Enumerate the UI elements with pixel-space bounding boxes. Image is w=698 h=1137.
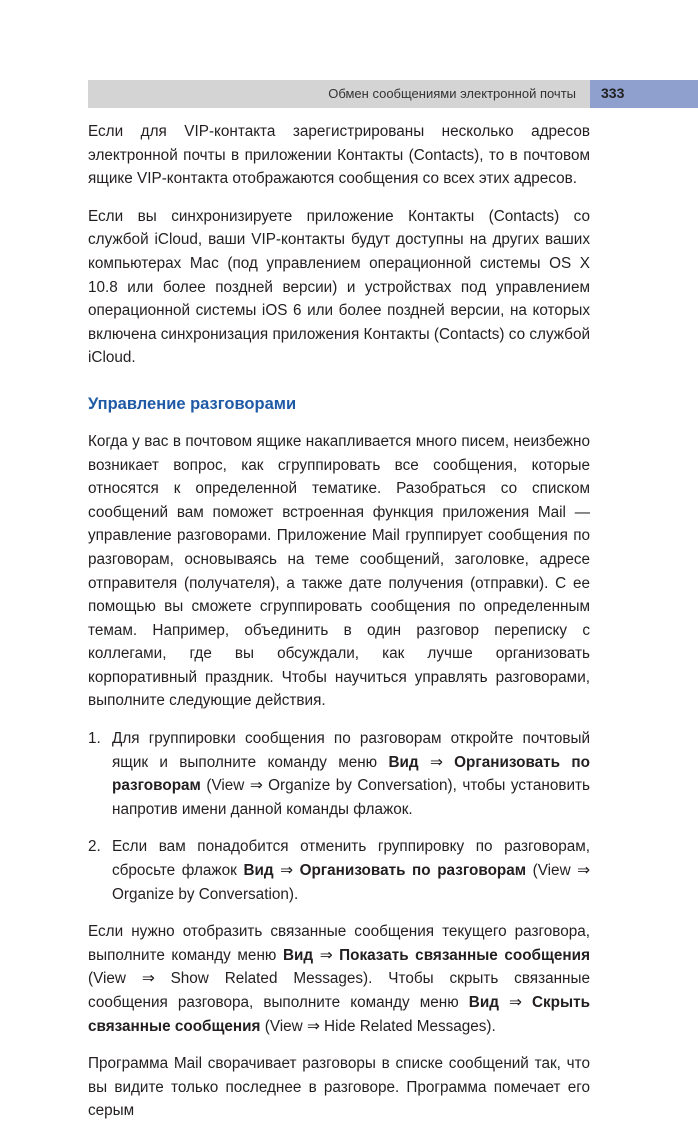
numbered-list-item — [88, 835, 590, 906]
text-run: Когда у вас в почтовом ящике накапливается много писем, неизбежно возникает вопрос, как сгруппировать все сообщения, которые относятся к определенной тематике. Разобраться со списком сообщений вам поможет встроенная функция приложения Mail — управление разговорами. Приложение Mail группирует сообщения по разговорам, основываясь на теме сообщений, заголовке, адресе отправителя (получателя), а также дате получения (отправки). С ее помощью вы сможете сгруппировать сообщения по определенным темам. Например, объединить в один разговор переписку с коллегами, где вы обсуждали, как лучше организовать корпоративный праздник. Чтобы научиться управлять разговорами, выполните следующие действия. — [88, 432, 590, 710]
paragraph — [88, 1052, 590, 1123]
text-run: Управление разговорами — [88, 394, 297, 413]
running-title: Обмен сообщениями электронной почты — [328, 86, 576, 101]
page-number-box — [590, 80, 698, 108]
bold-menu-term: Вид — [243, 862, 274, 880]
list-item-text — [112, 727, 590, 821]
bold-menu-term: Вид — [468, 994, 499, 1011]
running-header — [88, 80, 590, 108]
bold-menu-term: Скрыть связанные сообщения — [88, 994, 590, 1035]
list-number: 2. — [88, 838, 101, 856]
paragraph — [88, 120, 590, 191]
bold-menu-term: Показать связанные сообщения — [339, 946, 590, 964]
text-run: (View ⇒ Organize by Conversation), чтобы установить напротив имени данной команды флажок. — [112, 777, 590, 818]
text-run: ⇒ — [273, 862, 300, 880]
bold-menu-term: Организовать по разговорам — [112, 753, 590, 795]
page-number: 333 — [601, 85, 625, 101]
text-run: (View ⇒ Show Related Messages). Чтобы скрыть связанные сообщения разговора, выполните команду меню — [88, 970, 590, 1011]
text-run: ⇒ — [313, 946, 340, 964]
paragraph — [88, 430, 590, 713]
text-run: Если нужно отобразить связанные сообщения текущего разговора, выполните команду меню — [88, 923, 590, 964]
text-run: Если вам понадобится отменить группировку по разговорам, сбросьте флажок — [112, 838, 590, 880]
text-run: Программа Mail сворачивает разговоры в списке сообщений так, что вы видите только последнее в разговоре. Программа помечает его серым — [88, 1055, 590, 1120]
list-number: 1. — [88, 730, 101, 748]
numbered-list-item — [88, 727, 590, 821]
section-heading — [88, 392, 590, 416]
bold-menu-term: Вид — [282, 946, 314, 964]
text-run: ⇒ — [418, 753, 455, 771]
bold-menu-term: Организовать по разговорам — [299, 862, 527, 880]
text-run: (View ⇒ Organize by Conversation). — [112, 862, 590, 903]
text-run: ⇒ — [498, 994, 532, 1011]
text-run: Для группировки сообщения по разговорам откройте почтовый ящик и выполните команду меню — [112, 730, 590, 771]
text-run: Если для VIP-контакта зарегистрированы несколько адресов электронной почты в приложении Контакты (Contacts), то в почтовом ящике VIP-контакта отображаются сообщения со всех этих адресов. — [88, 123, 590, 188]
paragraph — [88, 920, 590, 1038]
text-run: Если вы синхронизируете приложение Контакты (Contacts) со службой iCloud, ваши VIP-контакты будут доступны на других ваших компьютерах Mac (под управлением операционной системы OS X 10.8 или более поздней версии) и устройствах под управлением операционной системы iOS 6 или более поздней версии, на которых включена синхронизация приложения Контакты (Contacts) со службой iCloud. — [88, 207, 590, 367]
page-body — [88, 120, 590, 1137]
list-item-text — [112, 835, 590, 906]
bold-menu-term: Вид — [388, 753, 419, 771]
text-run: (View ⇒ Hide Related Messages). — [260, 1017, 496, 1035]
paragraph — [88, 205, 590, 370]
